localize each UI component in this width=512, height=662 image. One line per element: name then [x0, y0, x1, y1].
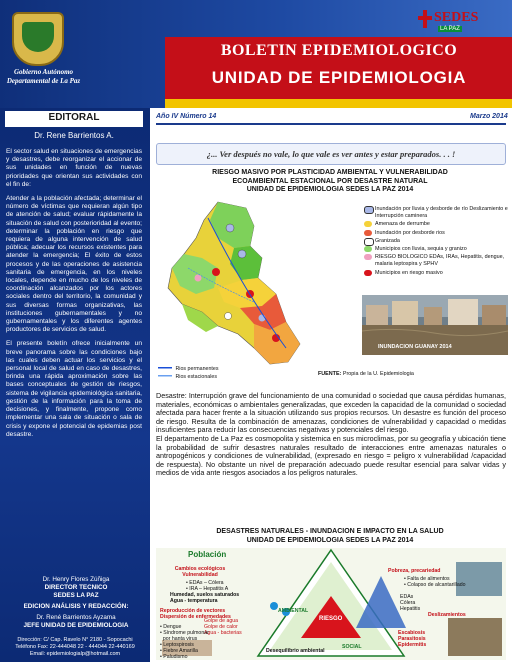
email-link[interactable]: Email: epidemiologialp@hotmail.com [29, 651, 121, 657]
diagram-eda: • EDAs – Cólera • IRA – Hepatitis A [186, 580, 229, 592]
director-role: DIRECTOR TECNICO [44, 584, 108, 591]
river-legend: Rios permanentes Rios estacionales [158, 365, 218, 381]
editorial-paragraph: El sector salud en situaciones de emergencias y desastres, debe reorganizar el accionar de sus unidades en función de nuevas prioridades que orientan sus actividades con el fin de: [6, 148, 142, 188]
legend-item: Inundación por desborde rios [364, 230, 509, 237]
article-paragraph: Desastre: Interrupción grave del funcionamiento de una comunidad o sociedad que causa pérdidas humanas, materiales, económicas o ambientales generalizadas, que exceden la capacidad de la comunidad o sociedad afectada para hacer frente a la situación utilizando sus propios recursos. Un desastre es función del proceso de riesgo. Resulta de la combinación de amenazas, condiciones de vulnerabilidad y capacidad o medidas insuficientes para reducir las consecuencias negativas y potenciales del riesgo. [156, 391, 506, 435]
article-paragraph: El departamento de La Paz es cosmopolita y sistemica en sus microclimas, por su geografía y ubicación tiene la probabilidad de sufrir desastres naturales resultado de interacciones entre amenazas naturales o antropogénicos y condiciones de vulnerabilidad, (expresado en riesgo = peligro x vulnerabilidad /capacidad de respuesta). No obstante un nivel de preparación adecuado puede resultar esencial para salvar vidas y medios de vida ante riesgos asociados a los peligros naturales. [156, 433, 506, 478]
legend-item: Municipios con lluvia, sequia y granizo [364, 246, 509, 253]
diagram-slides: Deslizamientos [428, 612, 466, 618]
header-accent-bar [165, 99, 512, 108]
diagram-poverty-items: • Falta de alimentos • Colapso de alcantarillado [404, 576, 466, 588]
editorial-paragraph: El presente boletín ofrece inicialmente un breve panorama sobre las condiciones bajo las cuales deben actuar los servicios y el personal local de salud en caso de desastres, brinda una rápida aproximación sobre las bases conceptuales de gestión de riesgos, sistema de vigilancia epidemiológica sanitaria, gestión de la información para la toma de decisiones, y finalmente, propone como implementar una sala de situación o sala de crisis y expone el potencial de epidemias post desastre. [6, 340, 142, 438]
diagram-dengue: • Dengue • Síndrome pulmonar por hanta virus • Leptospirosis • Fiebre Amarilla • Paludismo [160, 624, 209, 660]
editorial-body [6, 148, 142, 445]
map-title: RIESGO MASIVO POR PLASTICIDAD AMBIENTAL Y VULNERABILIDAD ECOAMBIENTAL ESTACIONAL POR DESASTRE NATURAL UNIDAD DE EPIDEMIOLOGIA SEDES LA PAZ 2014 [212, 169, 448, 193]
diagram-sick: EDAs Cólera Hepatitis [400, 594, 421, 612]
diagram-humidity: Humedad, suelos saturados Agua - temperatura [170, 592, 240, 604]
credits [6, 576, 146, 633]
diagram-title: DESASTRES NATURALES - INUNDACION E IMPACTO EN LA SALUD UNIDAD DE EPIDEMIOLOGIA SEDES LA PAZ 2014 [216, 528, 444, 544]
diagram-riesgo: RIESGO [319, 616, 343, 622]
legend-swatch [364, 221, 372, 227]
editorial-title: EDITORAL [48, 112, 100, 123]
legend-swatch [364, 246, 372, 252]
legend-item: RIESGO BIOLOGICO EDAs, IRAs, Hepatitis, dengue, malaria leptospira y SPHV [364, 254, 509, 268]
article-body [156, 392, 506, 478]
diagram-ambiental: AMBIENTAL [278, 608, 309, 614]
director-org: SEDES LA PAZ [53, 592, 99, 599]
diagram-diseases: Escabiosis Parasitosis Epidermitis [398, 630, 427, 648]
la-paz-risk-map [158, 198, 363, 370]
legend-swatch [364, 206, 374, 214]
map-source: FUENTE: Propia de la U. Epidemiologia [318, 371, 414, 377]
chief-role: JEFE UNIDAD DE EPIDEMIOLOGIA [23, 622, 129, 629]
diagram-poblacion: Población [188, 550, 227, 559]
issue-number: Año IV Número 14 [156, 113, 217, 120]
quote-text: ¿... Ver después no vale, lo que vale es ver antes y estar preparados. . . ! [206, 149, 456, 159]
phones: Teléfono Fax: 22-444048 22 - 444044 22-440169 [15, 644, 135, 650]
legend-swatch [364, 270, 372, 276]
diagram-poverty: Pobreza, precariedad [388, 568, 441, 574]
seasonal-river-icon [158, 373, 174, 378]
diagram-vulnerability: Cambios ecológicos Vulnerabilidad [174, 566, 226, 578]
diagram-desequilibrio: Desequilibrio ambiental [266, 648, 325, 654]
contact-footer [0, 637, 150, 658]
permanent-river-icon [158, 365, 174, 370]
editorial-author: Dr. Rene Barrientos A. [34, 131, 114, 140]
legend-swatch [364, 230, 372, 236]
divider-line [156, 123, 506, 126]
director-name: Dr. Henry Flores Zúñiga [42, 576, 110, 583]
diagram-drops: Golpe de agua Golpe de calor Agua - bacterias [204, 618, 242, 636]
address: Dirección: C/ Cap. Ravelo N° 2180 - Sopocachi [17, 637, 133, 643]
unit-title: UNIDAD DE EPIDEMIOLOGIA [211, 68, 467, 87]
sedes-logo-text: SEDES [434, 10, 479, 25]
legend-swatch [364, 238, 374, 246]
sedes-logo-icon [418, 10, 432, 28]
diagram-repro: Reproducción de vectores Dispersión de enfermedades [160, 608, 231, 620]
bulletin-title: BOLETIN EPIDEMIOLOGICO [220, 42, 458, 59]
legend-item: Inundación por lluvia y desborde de río Deslizamiento e Interrupción caminera [364, 206, 509, 220]
diagram-social: SOCIAL [342, 644, 362, 650]
edition-label: EDICION ANÁLISIS Y REDACCIÓN: [23, 603, 129, 610]
legend-item: Amenaza de derrumbe [364, 221, 509, 228]
photo-caption: INUNDACION GUANAY 2014 [378, 344, 452, 350]
coat-of-arms-icon [12, 12, 64, 66]
chief-name: Dr. René Barrientos Ayzama [36, 614, 116, 621]
government-name: Gobierno Autónomo Departamental de La Paz [6, 68, 81, 85]
quote-box [156, 143, 506, 165]
legend-item: Municipios en riesgo masivo [364, 270, 509, 277]
map-legend [364, 206, 509, 278]
legend-swatch [364, 254, 372, 260]
editorial-paragraph: Atender a la población afectada; determinar el número de víctimas que requieran algún tipo de atención de salud; evaluar rápidamente la situación de salud con posterioridad al evento; determinar la población en riesgo que requiera de alguna intervención de salud pública; adecuar los recursos existentes para atender la emergencia; El éxito de estos procesos y de las operaciones de asistencia sanitaria de emergencia, en los niveles locales, depende en mucho de los niveles de coordinación alcanzados por los actores sociales dentro del territorio, la comunidad y sus diversas formas organizativas, las instituciones gubernamentales y no gubernamentales y los diferentes agentes productores de servicios de salud. [6, 195, 142, 334]
legend-item: Granizada [364, 238, 509, 245]
sedes-logo-sub: LA PAZ [440, 26, 460, 32]
issue-date: Marzo 2014 [470, 113, 508, 120]
